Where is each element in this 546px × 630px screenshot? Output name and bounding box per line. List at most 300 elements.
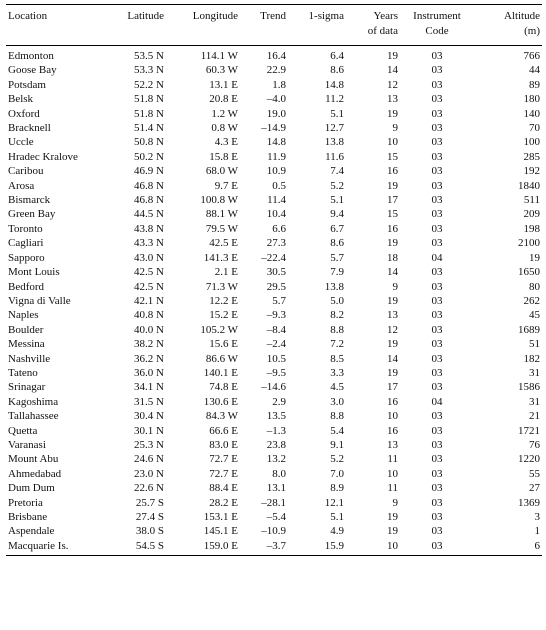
cell-latitude: 44.5 N	[134, 208, 164, 221]
cell-location: Brisbane	[8, 511, 48, 523]
cell-trend: –2.4	[266, 338, 286, 351]
cell-altitude: 1	[534, 525, 540, 538]
header-location	[6, 5, 104, 46]
cell-altitude: 51	[529, 338, 540, 351]
cell-years: 19	[387, 50, 398, 62]
cell-altitude: 1650	[518, 266, 540, 279]
table-row	[6, 524, 542, 538]
header-latitude-label: Latitude	[127, 10, 164, 22]
cell-altitude: 198	[523, 222, 540, 235]
cell-trend: 10.9	[266, 165, 286, 178]
cell-trend: 19.0	[266, 107, 286, 120]
cell-trend: –10.9	[261, 525, 286, 538]
cell-latitude: 42.5 N	[134, 266, 164, 279]
cell-sigma: 8.8	[330, 323, 344, 336]
cell-trend: 1.8	[272, 78, 286, 91]
cell-years: 14	[387, 64, 398, 77]
cell-location: Uccle	[8, 136, 34, 149]
cell-instrument: 03	[431, 366, 443, 379]
header-location-label: Location	[8, 10, 48, 22]
cell-years: 13	[387, 93, 398, 106]
cell-years: 10	[387, 410, 398, 423]
cell-sigma: 11.2	[325, 93, 344, 106]
table-row	[6, 409, 542, 423]
table-row	[6, 395, 542, 409]
cell-instrument: 03	[431, 150, 443, 163]
cell-instrument: 03	[431, 165, 443, 178]
cell-trend: 2.9	[272, 395, 286, 408]
cell-sigma: 14.8	[324, 78, 344, 91]
cell-sigma: 8.6	[330, 64, 344, 77]
cell-years: 19	[387, 338, 398, 351]
cell-years: 16	[387, 395, 398, 408]
cell-years: 19	[387, 237, 398, 250]
cell-altitude: 21	[529, 410, 540, 423]
cell-longitude: 28.2 E	[209, 496, 238, 509]
cell-latitude: 34.1 N	[134, 381, 164, 394]
cell-location: Potsdam	[8, 78, 46, 91]
cell-location: Tallahassee	[8, 410, 59, 423]
cell-latitude: 52.2 N	[134, 78, 164, 91]
cell-trend: –5.4	[266, 511, 286, 523]
cell-altitude: 100	[523, 136, 540, 149]
table-row	[6, 135, 542, 149]
cell-years: 13	[387, 309, 398, 322]
cell-sigma: 5.2	[330, 179, 344, 192]
cell-longitude: 83.0 E	[209, 438, 238, 451]
cell-instrument: 03	[431, 64, 443, 77]
cell-longitude: 84.3 W	[205, 410, 238, 423]
cell-instrument: 03	[431, 424, 443, 437]
cell-longitude: 42.5 E	[209, 237, 238, 250]
cell-location: Bracknell	[8, 122, 51, 135]
table-row	[6, 380, 542, 394]
cell-sigma: 8.9	[330, 482, 344, 495]
cell-instrument: 03	[431, 525, 443, 538]
cell-longitude: 68.0 W	[205, 165, 238, 178]
cell-instrument: 03	[431, 438, 443, 451]
cell-sigma: 15.9	[288, 539, 346, 556]
cell-sigma: 7.0	[330, 467, 344, 480]
cell-location: Varanasi	[8, 438, 46, 451]
cell-location: Aspendale	[8, 525, 55, 538]
cell-years: 16	[387, 165, 398, 178]
cell-years: 19	[387, 179, 398, 192]
cell-altitude: 55	[529, 467, 540, 480]
table-row	[6, 46, 542, 64]
cell-years: 9	[392, 280, 398, 293]
cell-location: Cagliari	[8, 237, 44, 250]
cell-sigma: 5.1	[330, 194, 344, 207]
cell-longitude: 105.2 W	[200, 323, 238, 336]
cell-years: 19	[387, 511, 398, 523]
header-years-line2: of data	[367, 25, 398, 37]
cell-latitude: 30.1 N	[134, 424, 164, 437]
cell-instrument: 03	[431, 222, 443, 235]
cell-latitude: 40.8 N	[134, 309, 164, 322]
cell-years: 16	[387, 222, 398, 235]
cell-location: Green Bay	[8, 208, 56, 221]
cell-longitude: 20.8 E	[209, 93, 238, 106]
cell-altitude: 285	[523, 150, 540, 163]
cell-sigma: 8.6	[330, 237, 344, 250]
cell-sigma: 11.6	[325, 150, 344, 163]
cell-altitude: 140	[523, 107, 540, 120]
cell-latitude: 25.7 S	[135, 496, 164, 509]
table-row	[6, 539, 542, 556]
cell-sigma: 8.8	[330, 410, 344, 423]
cell-sigma: 5.4	[330, 424, 344, 437]
cell-altitude: 31	[529, 395, 540, 408]
cell-instrument: 03	[431, 496, 443, 509]
cell-longitude: 15.8 E	[209, 150, 238, 163]
table-row	[6, 352, 542, 366]
cell-altitude: 19	[529, 251, 540, 264]
cell-altitude: 1369	[518, 496, 540, 509]
cell-location: Pretoria	[8, 496, 43, 509]
cell-longitude: 159.0 E	[166, 539, 240, 556]
cell-latitude: 43.3 N	[134, 237, 164, 250]
table-row	[6, 366, 542, 380]
header-years-line1: Years	[373, 10, 398, 22]
cell-altitude: 6	[474, 539, 542, 556]
cell-years: 10	[346, 539, 400, 556]
cell-sigma: 7.9	[330, 266, 344, 279]
cell-longitude: 74.8 E	[209, 381, 238, 394]
cell-instrument: 03	[431, 107, 443, 120]
table-row	[6, 121, 542, 135]
cell-trend: 5.7	[272, 294, 286, 307]
cell-instrument: 03	[431, 122, 443, 135]
cell-location: Vigna di Valle	[8, 294, 71, 307]
cell-longitude: 15.2 E	[209, 309, 238, 322]
table-row	[6, 467, 542, 481]
cell-years: 15	[387, 208, 398, 221]
cell-latitude: 40.0 N	[134, 323, 164, 336]
cell-years: 16	[387, 424, 398, 437]
cell-latitude: 27.4 S	[135, 511, 164, 523]
header-trend	[240, 5, 288, 46]
cell-sigma: 5.7	[330, 251, 344, 264]
cell-years: 9	[392, 496, 398, 509]
cell-latitude: 51.8 N	[134, 93, 164, 106]
cell-location: Mount Abu	[8, 453, 59, 466]
table-row	[6, 63, 542, 77]
cell-location: Edmonton	[8, 50, 54, 62]
cell-latitude: 42.1 N	[134, 294, 164, 307]
cell-sigma: 5.2	[330, 453, 344, 466]
cell-sigma: 7.4	[330, 165, 344, 178]
cell-longitude: 130.6 E	[203, 395, 238, 408]
cell-trend: 0.5	[272, 179, 286, 192]
cell-trend: 30.5	[266, 266, 286, 279]
cell-sigma: 4.5	[330, 381, 344, 394]
cell-altitude: 27	[529, 482, 540, 495]
cell-instrument: 03	[431, 208, 443, 221]
cell-years: 9	[392, 122, 398, 135]
cell-trend: –3.7	[240, 539, 288, 556]
cell-location: Naples	[8, 309, 39, 322]
cell-instrument: 03	[431, 467, 443, 480]
cell-sigma: 7.2	[330, 338, 344, 351]
table-row	[6, 236, 542, 250]
table-row	[6, 323, 542, 337]
cell-longitude: 72.7 E	[209, 467, 238, 480]
cell-location: Oxford	[8, 107, 40, 120]
cell-trend: 13.1	[266, 482, 286, 495]
table-row	[6, 424, 542, 438]
cell-trend: 27.3	[266, 237, 286, 250]
table-row	[6, 280, 542, 294]
cell-latitude: 43.8 N	[134, 222, 164, 235]
cell-location: Belsk	[8, 93, 34, 106]
cell-longitude: 4.3 E	[214, 136, 238, 149]
header-altitude-line1: Altitude	[503, 10, 540, 22]
cell-altitude: 44	[529, 64, 540, 77]
table-row	[6, 164, 542, 178]
cell-trend: –22.4	[261, 251, 286, 264]
header-instrument-line1: Instrument	[413, 10, 461, 22]
cell-longitude: 79.5 W	[205, 222, 238, 235]
cell-instrument: 03	[431, 410, 443, 423]
cell-latitude: 24.6 N	[134, 453, 164, 466]
cell-sigma: 4.9	[330, 525, 344, 538]
cell-instrument: 03	[431, 381, 443, 394]
header-altitude-line2: (m)	[524, 25, 540, 37]
cell-sigma: 12.1	[324, 496, 344, 509]
cell-longitude: 100.8 W	[200, 194, 238, 207]
cell-altitude: 209	[523, 208, 540, 221]
table-row	[6, 222, 542, 236]
cell-latitude: 36.0 N	[134, 366, 164, 379]
cell-location: Boulder	[8, 323, 44, 336]
cell-sigma: 13.8	[324, 280, 344, 293]
cell-altitude: 182	[523, 352, 540, 365]
cell-location: Dum Dum	[8, 482, 55, 495]
cell-instrument: 03	[431, 179, 443, 192]
cell-latitude: 25.3 N	[134, 438, 164, 451]
cell-instrument: 03	[431, 511, 443, 523]
cell-years: 13	[387, 438, 398, 451]
cell-location: Tateno	[8, 366, 38, 379]
cell-longitude: 0.8 W	[211, 122, 238, 135]
cell-location: Hradec Kralove	[8, 150, 78, 163]
cell-altitude: 766	[523, 50, 540, 62]
table-row	[6, 251, 542, 265]
cell-years: 11	[387, 482, 398, 495]
cell-longitude: 88.1 W	[205, 208, 238, 221]
header-longitude-label: Longitude	[192, 10, 238, 22]
cell-instrument: 04	[431, 395, 443, 408]
cell-instrument: 03	[431, 280, 443, 293]
cell-altitude: 192	[523, 165, 540, 178]
cell-altitude: 1721	[518, 424, 540, 437]
cell-trend: 11.4	[267, 194, 286, 207]
table-row	[6, 496, 542, 510]
header-row	[6, 5, 542, 46]
cell-longitude: 2.1 E	[214, 266, 238, 279]
cell-instrument: 03	[431, 237, 443, 250]
table-row	[6, 92, 542, 106]
table-row	[6, 265, 542, 279]
cell-sigma: 6.4	[330, 50, 344, 62]
table-body	[6, 46, 542, 556]
header-sigma-label: 1-sigma	[308, 10, 344, 22]
cell-trend: 14.8	[266, 136, 286, 149]
cell-years: 19	[387, 366, 398, 379]
cell-altitude: 31	[529, 366, 540, 379]
table-row	[6, 438, 542, 452]
header-years	[346, 5, 400, 46]
table-row	[6, 107, 542, 121]
station-trend-table	[6, 4, 542, 556]
cell-sigma: 6.7	[330, 222, 344, 235]
table-row	[6, 78, 542, 92]
cell-years: 19	[387, 107, 398, 120]
cell-latitude: 46.9 N	[134, 165, 164, 178]
table-header	[6, 5, 542, 46]
cell-latitude: 51.4 N	[134, 122, 164, 135]
station-trend-table-container	[6, 4, 542, 556]
cell-instrument: 03	[431, 482, 443, 495]
cell-years: 17	[387, 381, 398, 394]
cell-altitude: 511	[523, 194, 540, 207]
header-sigma	[288, 5, 346, 46]
table-row	[6, 179, 542, 193]
cell-altitude: 70	[529, 122, 540, 135]
cell-years: 12	[387, 78, 398, 91]
cell-longitude: 86.6 W	[205, 352, 238, 365]
header-longitude	[166, 5, 240, 46]
cell-latitude: 36.2 N	[134, 352, 164, 365]
cell-years: 14	[387, 266, 398, 279]
cell-instrument: 03	[400, 539, 474, 556]
cell-location: Bedford	[8, 280, 45, 293]
cell-trend: –9.3	[266, 309, 286, 322]
cell-location: Caribou	[8, 165, 44, 178]
cell-longitude: 153.1 E	[203, 511, 238, 523]
cell-instrument: 03	[431, 309, 443, 322]
cell-latitude: 53.5 N	[134, 50, 164, 62]
cell-altitude: 262	[523, 294, 540, 307]
cell-years: 10	[387, 136, 398, 149]
cell-instrument: 03	[431, 266, 443, 279]
cell-trend: 6.6	[272, 222, 286, 235]
cell-years: 14	[387, 352, 398, 365]
cell-trend: 10.4	[266, 208, 286, 221]
cell-altitude: 180	[523, 93, 540, 106]
cell-location: Messina	[8, 338, 45, 351]
cell-trend: –14.6	[261, 381, 286, 394]
cell-sigma: 3.0	[330, 395, 344, 408]
cell-instrument: 03	[431, 294, 443, 307]
cell-longitude: 13.1 E	[209, 78, 238, 91]
cell-longitude: 15.6 E	[209, 338, 238, 351]
cell-latitude: 38.0 S	[135, 525, 164, 538]
header-latitude	[104, 5, 166, 46]
cell-location: Sapporo	[8, 251, 45, 264]
cell-latitude: 38.2 N	[134, 338, 164, 351]
cell-instrument: 03	[431, 453, 443, 466]
cell-trend: 16.4	[266, 50, 286, 62]
cell-trend: –8.4	[266, 323, 286, 336]
cell-location: Ahmedabad	[8, 467, 62, 480]
header-instrument-line2: Code	[425, 25, 449, 37]
cell-instrument: 03	[431, 93, 443, 106]
cell-trend: 11.9	[267, 150, 286, 163]
cell-trend: 13.5	[266, 410, 286, 423]
cell-longitude: 60.3 W	[205, 64, 238, 77]
cell-sigma: 9.4	[330, 208, 344, 221]
cell-latitude: 42.5 N	[134, 280, 164, 293]
table-row	[6, 308, 542, 322]
cell-years: 15	[387, 150, 398, 163]
cell-location: Bismarck	[8, 194, 51, 207]
cell-trend: –14.9	[261, 122, 286, 135]
cell-location: Srinagar	[8, 381, 46, 394]
cell-location: Mont Louis	[8, 266, 60, 279]
cell-trend: 10.5	[266, 352, 286, 365]
cell-latitude: 51.8 N	[134, 107, 164, 120]
cell-trend: 23.8	[266, 438, 286, 451]
cell-location: Quetta	[8, 424, 38, 437]
cell-years: 11	[387, 453, 398, 466]
cell-altitude: 1689	[518, 323, 540, 336]
cell-instrument: 04	[431, 251, 443, 264]
cell-latitude: 22.6 N	[134, 482, 164, 495]
header-instrument	[400, 5, 474, 46]
cell-trend: 29.5	[266, 280, 286, 293]
cell-years: 17	[387, 194, 398, 207]
cell-latitude: 30.4 N	[134, 410, 164, 423]
cell-sigma: 5.1	[330, 107, 344, 120]
cell-longitude: 66.6 E	[209, 424, 238, 437]
cell-altitude: 89	[529, 78, 540, 91]
cell-altitude: 2100	[518, 237, 540, 250]
cell-latitude: 54.5 S	[104, 539, 166, 556]
cell-years: 19	[387, 294, 398, 307]
cell-altitude: 76	[529, 438, 540, 451]
cell-altitude: 3	[534, 511, 540, 523]
cell-longitude: 71.3 W	[205, 280, 238, 293]
cell-instrument: 03	[431, 194, 443, 207]
cell-location: Macquarie Is.	[6, 539, 104, 556]
cell-instrument: 03	[431, 352, 443, 365]
cell-sigma: 13.8	[324, 136, 344, 149]
cell-latitude: 50.2 N	[134, 150, 164, 163]
table-row	[6, 193, 542, 207]
cell-latitude: 46.8 N	[134, 194, 164, 207]
cell-longitude: 141.3 E	[203, 251, 238, 264]
cell-trend: –4.0	[266, 93, 286, 106]
cell-instrument: 03	[431, 338, 443, 351]
cell-longitude: 9.7 E	[214, 179, 238, 192]
cell-years: 19	[387, 525, 398, 538]
table-row	[6, 150, 542, 164]
cell-years: 10	[387, 467, 398, 480]
cell-trend: 22.9	[266, 64, 286, 77]
header-trend-label: Trend	[260, 10, 286, 22]
cell-latitude: 53.3 N	[134, 64, 164, 77]
cell-location: Goose Bay	[8, 64, 57, 77]
cell-location: Nashville	[8, 352, 51, 365]
cell-trend: –28.1	[261, 496, 286, 509]
cell-sigma: 9.1	[330, 438, 344, 451]
table-row	[6, 510, 542, 524]
cell-trend: 13.2	[266, 453, 286, 466]
cell-longitude: 12.2 E	[209, 294, 238, 307]
cell-location: Arosa	[8, 179, 35, 192]
